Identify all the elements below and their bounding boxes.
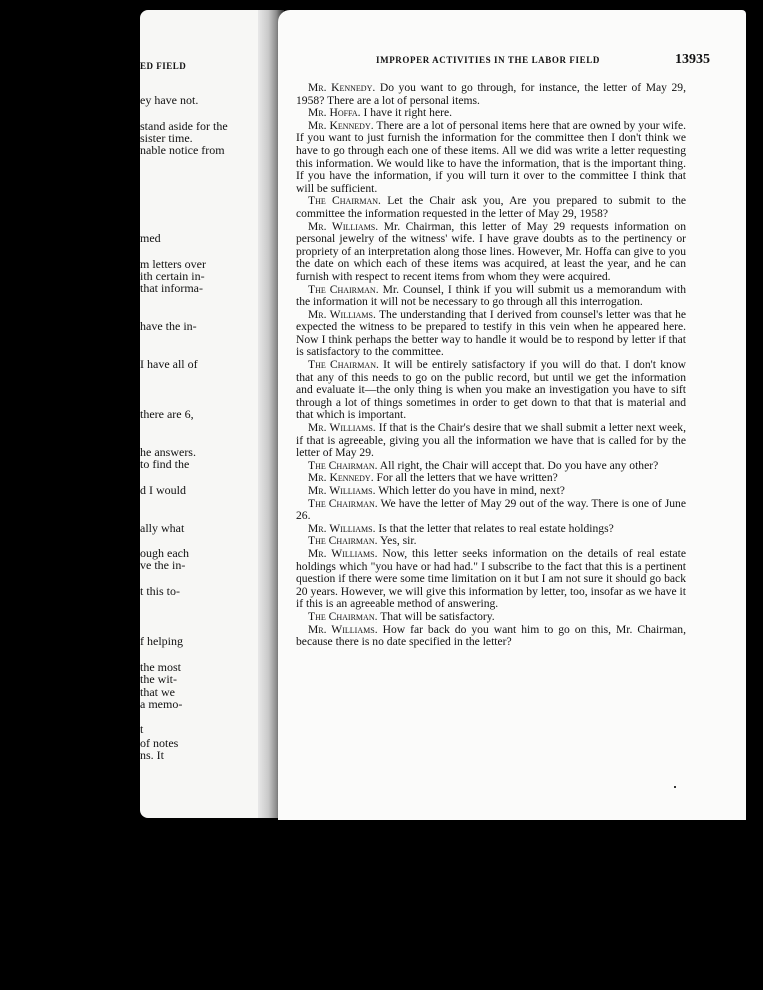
left-line: that we — [140, 685, 175, 699]
statement: Now, this letter seeks information on the details of real estate holdings which "you have or had had." I subscribe to the fact that this is a pertinent question if there were some time limitation on it but I am not sure it should go back 20 years. However, we will give this information by letter, too, insofar as we have it if this is an agreeable method of answering. — [296, 546, 687, 611]
left-line: f helping — [140, 634, 183, 648]
left-line: ith certain in- — [140, 269, 205, 283]
testimony-paragraph — [296, 359, 686, 422]
testimony-paragraph — [296, 624, 686, 649]
speaker: The Chairman. — [308, 496, 378, 510]
testimony-paragraph — [296, 309, 686, 359]
testimony-paragraph — [296, 120, 686, 196]
statement: It will be entirely satisfactory if you will do that. I don't know that any of this needs to go on the public record, but until we get the information and evaluate it—the only thing is when you make an investigation you have to sift through a lot of things sometimes in order to get down to that that is material and that which is important. — [296, 358, 686, 422]
speaker: Mr. Williams. — [308, 546, 378, 560]
left-line: I have all of — [140, 357, 198, 371]
left-line: ve the in- — [140, 558, 186, 572]
speaker: Mr. Williams. — [308, 484, 376, 497]
statement: Which letter do you have in mind, next? — [375, 484, 565, 497]
speaker: The Chairman. — [308, 194, 381, 208]
left-line: that informa- — [140, 281, 203, 295]
left-page — [140, 10, 268, 818]
speaker: The Chairman. — [308, 458, 378, 472]
speaker: Mr. Williams. — [308, 307, 376, 321]
speaker: Mr. Kennedy. — [308, 81, 376, 94]
left-line: d I would — [140, 483, 186, 497]
left-line: med — [140, 231, 161, 245]
statement: If that is the Chair's desire that we shall submit a letter next week, if that is agreeable, giving you all the information we have that is called for by the letter of May 29. — [296, 421, 686, 460]
statement: We have the letter of May 29 out of the way. There is one of June 26. — [296, 496, 687, 523]
statement: Yes, sir. — [377, 534, 417, 548]
left-line: a memo- — [140, 697, 183, 711]
speaker: Mr. Williams. — [308, 421, 376, 435]
left-line: of notes — [140, 736, 179, 750]
left-line: ough each — [140, 546, 189, 560]
speaker: The Chairman. — [308, 282, 379, 296]
testimony-paragraph — [296, 195, 686, 220]
speaker: Mr. Hoffa. — [308, 106, 361, 120]
left-line: t — [140, 722, 144, 736]
right-page — [278, 10, 746, 820]
testimony-paragraph — [296, 548, 686, 611]
speaker: Mr. Williams. — [308, 521, 376, 535]
left-line: ns. It — [140, 748, 164, 762]
speaker: Mr. Kennedy. — [308, 471, 374, 485]
speaker: Mr. Kennedy. — [308, 118, 374, 132]
statement: Do you want to go through, for instance, the letter of May 29, 1958? There are a lot of personal items. — [296, 81, 686, 107]
statement: Let the Chair ask you, Are you prepared to submit to the committee the information requested in the letter of May 29, 1958? — [296, 194, 687, 220]
speaker: The Chairman. — [308, 358, 379, 372]
left-line: t this to- — [140, 584, 181, 598]
testimony-paragraph — [296, 82, 686, 107]
left-line: ally what — [140, 521, 185, 535]
left-line: have the in- — [140, 319, 197, 333]
page-number: 13935 — [675, 52, 710, 67]
testimony-paragraph — [296, 498, 686, 523]
statement: The understanding that I derived from counsel's letter was that he expected the witness to be prepared to testify in this vein when he appeared here. Now I think perhaps the better way to handle it would be to respond by letter if that is satisfactory to the committee. — [296, 307, 687, 359]
running-head: IMPROPER ACTIVITIES IN THE LABOR FIELD — [376, 55, 600, 65]
left-line: he answers. — [140, 445, 196, 459]
statement: All right, the Chair will accept that. Do you have any other? — [377, 458, 659, 472]
left-line: to find the — [140, 457, 190, 471]
speaker: The Chairman. — [308, 534, 378, 548]
left-line: the most — [140, 660, 181, 674]
left-line: sister time. — [140, 131, 193, 145]
left-line: the wit- — [140, 672, 177, 686]
speaker: Mr. Williams. — [308, 622, 378, 636]
left-line: there are 6, — [140, 407, 194, 421]
statement: How far back do you want him to go on this, Mr. Chairman, because there is no date specified in the letter? — [296, 622, 686, 649]
statement: For all the letters that we have written? — [373, 471, 558, 485]
testimony-paragraph — [296, 422, 686, 460]
statement: I have it right here. — [360, 106, 453, 120]
statement: That will be satisfactory. — [377, 609, 495, 623]
statement: Mr. Counsel, I think if you will submit us a memorandum with the information it will not be necessary to go through all this interrogation. — [296, 282, 686, 309]
testimony-paragraph — [296, 284, 686, 309]
left-page-header: ED FIELD — [140, 61, 187, 71]
scan-speck — [674, 786, 676, 788]
testimony-paragraph — [296, 221, 686, 284]
left-line: nable notice from — [140, 143, 225, 157]
speaker: The Chairman. — [308, 609, 378, 623]
statement: Mr. Chairman, this letter of May 29 requests information on personal jewelry of the witness' wife. I have grave doubts as to the pertinency or propriety of an interpretation along those lines. However, Mr. Hoffa can give to you the date on which each of these items was acquired, at least the year, and he can furnish with respect to recent items from whom they were acquired. — [296, 219, 687, 283]
statement: There are a lot of personal items here that are owned by your wife. If you want to just furnish the information for the committee then I don't think we have to go through each one of these items. All we did was write a letter requesting this information. We would like to have the information, that is the important thing. If you have the information, if you will turn it over to the committee I think that will be sufficient. — [296, 118, 686, 195]
statement: Is that the letter that relates to real estate holdings? — [375, 521, 614, 535]
left-line: ey have not. — [140, 93, 199, 107]
transcript-body — [296, 82, 686, 649]
left-line: m letters over — [140, 257, 206, 271]
speaker: Mr. Williams. — [308, 219, 379, 233]
left-line: stand aside for the — [140, 119, 228, 133]
